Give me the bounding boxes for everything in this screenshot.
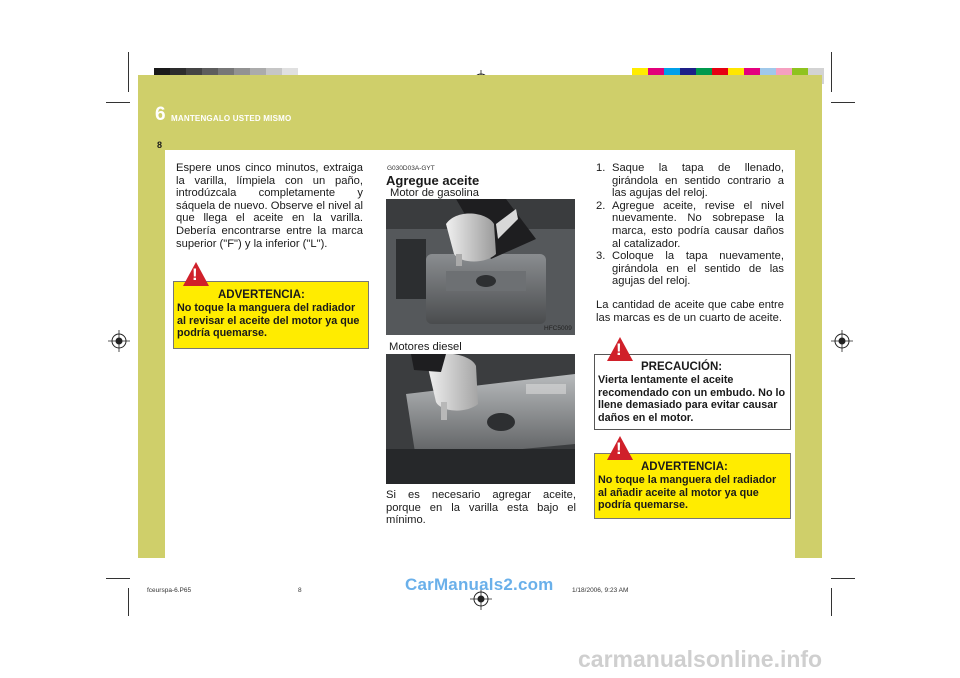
steps-list	[596, 162, 784, 288]
crop-mark	[128, 52, 129, 92]
crop-mark	[831, 578, 855, 579]
warning-box-radiador-revisar: ! ADVERTENCIA: No toque la manguera del radiador al revisar el aceite del motor ya que podría quemarse.	[173, 281, 369, 349]
diesel-engine-photo	[386, 354, 575, 484]
add-oil-instruction: Si es necesario agregar aceite, porque en la varilla esta bajo el mínimo.	[386, 489, 576, 527]
caution-body: Vierta lentamente el aceite recomendado con un embudo. No lo llene demasiado para evitar causar daños en el motor.	[598, 374, 786, 424]
crop-mark	[128, 588, 129, 616]
watermark-carmanualsonline: carmanualsonline.info	[578, 646, 823, 672]
crop-mark	[106, 102, 130, 103]
footer-date: 1/18/2006, 9:23 AM	[572, 587, 629, 594]
step-item: 2. Agregue aceite, revise el nivel nuevamente. No sobrepase la marca, esto podría causar daños al catalizador.	[596, 199, 784, 250]
crop-mark	[831, 588, 832, 616]
caution-box: ! PRECAUCIÓN: Vierta lentamente el aceite recomendado con un embudo. No lo llene demasiado para evitar causar daños en el motor.	[594, 354, 791, 430]
registration-mark-icon	[108, 330, 130, 352]
page-number: 8	[157, 140, 163, 150]
watermark-carmanuals2: CarManuals2.com	[405, 575, 554, 594]
warning-box-radiador-anadir: ! ADVERTENCIA: No toque la manguera del radiador al añadir aceite al motor ya que podría quemarse.	[594, 453, 791, 519]
crop-mark	[106, 578, 130, 579]
dipstick-instructions: Espere unos cinco minutos, extraiga la varilla, límpiela con un paño, introdúzcala completamente y sáquela de nuevo. Observe el nivel al que llega el aceite en la varilla. Debería encontrarse entre la marca superior ("F") y la inferior ("L").	[176, 162, 363, 250]
warning-body: No toque la manguera del radiador al revisar el aceite del motor ya que podría quemarse.	[177, 302, 360, 340]
gasoline-engine-photo	[386, 199, 575, 335]
oil-quantity-note: La cantidad de aceite que cabe entre las marcas es de un cuarto de aceite.	[596, 299, 784, 324]
footer-page: 8	[298, 587, 302, 594]
warning-body: No toque la manguera del radiador al añadir aceite al motor ya que podría quemarse.	[598, 474, 777, 512]
gasoline-engine-label: Motor de gasolina	[390, 187, 479, 199]
warning-title: ADVERTENCIA:	[218, 289, 305, 301]
chapter-number: 6	[155, 104, 166, 125]
registration-mark-icon	[831, 330, 853, 352]
footer-filename: fceurspa-6.P65	[147, 587, 192, 594]
step-item: 1. Saque la tapa de llenado, girándola en sentido contrario a las agujas del reloj.	[596, 162, 784, 200]
crop-mark	[831, 52, 832, 92]
caution-title: PRECAUCIÓN:	[641, 361, 723, 373]
diesel-engine-label: Motores diesel	[389, 341, 462, 353]
step-item: 3. Coloque la tapa nuevamente, girándola en el sentido de las agujas del reloj.	[596, 250, 784, 288]
image-code: HFC5009	[544, 325, 572, 332]
section-code: G030D03A-GYT	[387, 165, 435, 172]
section-title: Agregue aceite	[386, 173, 480, 188]
chapter-title: MANTENGALO USTED MISMO	[171, 114, 292, 123]
warning-title: ADVERTENCIA:	[641, 461, 728, 473]
crop-mark	[831, 102, 855, 103]
